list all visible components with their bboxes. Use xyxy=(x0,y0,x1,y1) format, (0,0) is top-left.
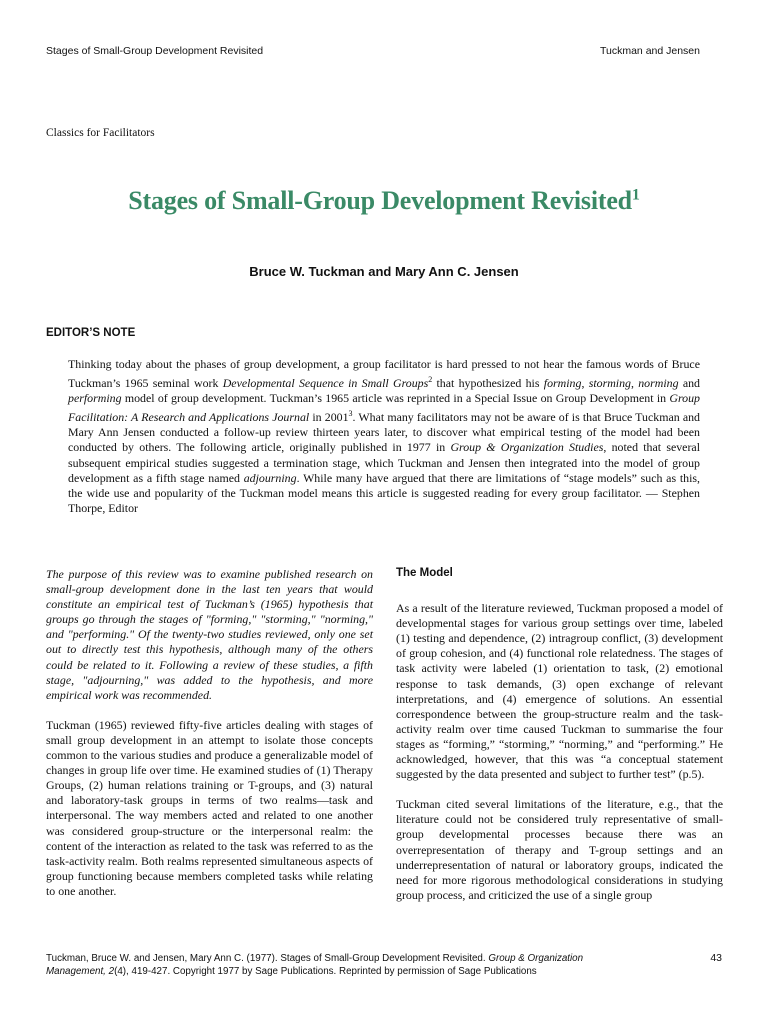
article-authors: Bruce W. Tuckman and Mary Ann C. Jensen xyxy=(249,264,519,279)
editor-note-text: Thinking today about the phases of group development, a group facilitator is hard pressed to not hear the famous words of Bruce Tuckman’s 1965 seminal work xyxy=(68,357,700,391)
stage-norming: norming xyxy=(638,376,679,391)
footnote-marker-2: 2 xyxy=(428,375,433,385)
running-header-title: Stages of Small-Group Development Revisited xyxy=(46,45,264,57)
editor-note-text: model of group development. Tuckman’s 1965 article was reprinted in a Special Issue on Group Development in xyxy=(121,391,670,406)
abstract-paragraph: The purpose of this review was to examine published research on small-group development done in the last ten years that would constitute an empirical test of Tuckman’s (1965) hypothesis that groups go through the stages of "forming," "storming," "norming," and "performing." Of the twenty-two studies reviewed, only one set out to directly test this hypothesis, although many of the others could be related to it. Following a review of these studies, a fifth stage, "adjourning," was added to the hypothesis, and more empirical work was recommended. xyxy=(46,567,373,702)
stage-performing: performing xyxy=(68,391,122,406)
editor-note-text: and xyxy=(678,376,700,391)
stage-adjourning: adjourning xyxy=(243,470,297,485)
section-label: Classics for Facilitators xyxy=(46,127,155,139)
editor-note xyxy=(68,357,700,516)
editor-note-heading: EDITOR’S NOTE xyxy=(46,327,136,339)
page-number: 43 xyxy=(710,952,722,964)
citation-text: Tuckman, Bruce W. and Jensen, Mary Ann C. (1977). Stages of Small-Group Development Revisited. xyxy=(46,953,489,964)
left-column xyxy=(46,567,373,899)
work-title: Developmental Sequence in Small Groups xyxy=(222,376,429,391)
section-heading-model: The Model xyxy=(396,567,453,579)
title-footnote-marker: 1 xyxy=(631,186,640,204)
editor-note-text: . While many have argued that there are limitations of “stage models” such as this, the wide use and popularity of the Tuckman model means this article is suggested reading for every group facilitator. — Stephen Thorpe, Editor xyxy=(68,470,700,515)
body-paragraph: As a result of the literature reviewed, Tuckman proposed a model of developmental stages for various group settings over time, labeled (1) testing and dependence, (2) intragroup conflict, (3) development of group cohesion, and (4) functional role relatedness. The stages of task activity were labeled (1) orientation to task, (2) emotional response to task demands, (3) open exchange of relevant interpretations, and (4) emergence of solutions. An essential correspondence between the group-structure realm and the task-activity realm over time caused Tuckman to summarise the four stages as “forming,” “storming,” “norming,” and “performing.” He acknowledged, however, that this was “a conceptual statement suggested by the data presented and subject to further test” (p.5). xyxy=(396,601,723,782)
stage-storming: storming xyxy=(588,376,631,391)
editor-note-text: , xyxy=(581,376,589,391)
stage-forming: forming xyxy=(543,376,582,391)
footer-citation xyxy=(46,952,636,978)
citation-journal: Group & Organization Management, 2 xyxy=(46,953,584,977)
citation-text: (4), 419-427. Copyright 1977 by Sage Publications. Reprinted by permission of Sage Publications xyxy=(114,966,537,977)
journal-title: Group Facilitation: A Research and Applications Journal xyxy=(68,391,700,425)
footnote-marker-3: 3 xyxy=(348,409,353,419)
editor-note-text: . What many facilitators may not be aware of is that Bruce Tuckman and Mary Ann Jensen conducted a follow-up review thirteen years later, to discover what empirical testing of the model had been conducted by others. The following article, originally published in 1977 in xyxy=(68,410,700,455)
right-column xyxy=(396,566,723,903)
article-title xyxy=(0,186,768,216)
original-journal-title: Group & Organization Studies xyxy=(450,440,604,455)
running-header-authors: Tuckman and Jensen xyxy=(599,45,700,57)
body-paragraph: Tuckman (1965) reviewed fifty-five articles dealing with stages of small group development in an attempt to isolate those concepts common to the various studies and produce a generalizable model of changes in group life over time. He examined studies of (1) Therapy Groups, (2) human relations training or T-groups, and (3) natural and laboratory-task groups in terms of two realms—task and interpersonal. The way members acted and related to one another was considered group-structure or the interpersonal realm: the content of the interaction as related to the task was referred to as the task-activity realm. Both realms represented simultaneous aspects of group functioning because members completed tasks while relating to one another. xyxy=(46,717,373,898)
editor-note-text: in 2001 xyxy=(309,410,349,425)
editor-note-text: that hypothesized his xyxy=(432,376,544,391)
body-paragraph: Tuckman cited several limitations of the literature, e.g., that the literature could not be considered truly representative of small-group developmental processes because there was an overrepresentation of therapy and T-group settings and an underrepresentation of natural or laboratory groups, indicated the need for more rigorous methodological considerations in studying group process, and criticized the use of a single group xyxy=(396,797,723,902)
editor-note-text: , xyxy=(630,376,639,391)
article-title-text: Stages of Small-Group Development Revisited xyxy=(128,186,632,215)
editor-note-text: , noted that several subsequent empirical studies suggested a termination stage, which Tuckman and Jensen then integrated into the model of group development as a fifth stage named xyxy=(68,440,701,485)
editor-note-paragraph xyxy=(68,357,700,516)
